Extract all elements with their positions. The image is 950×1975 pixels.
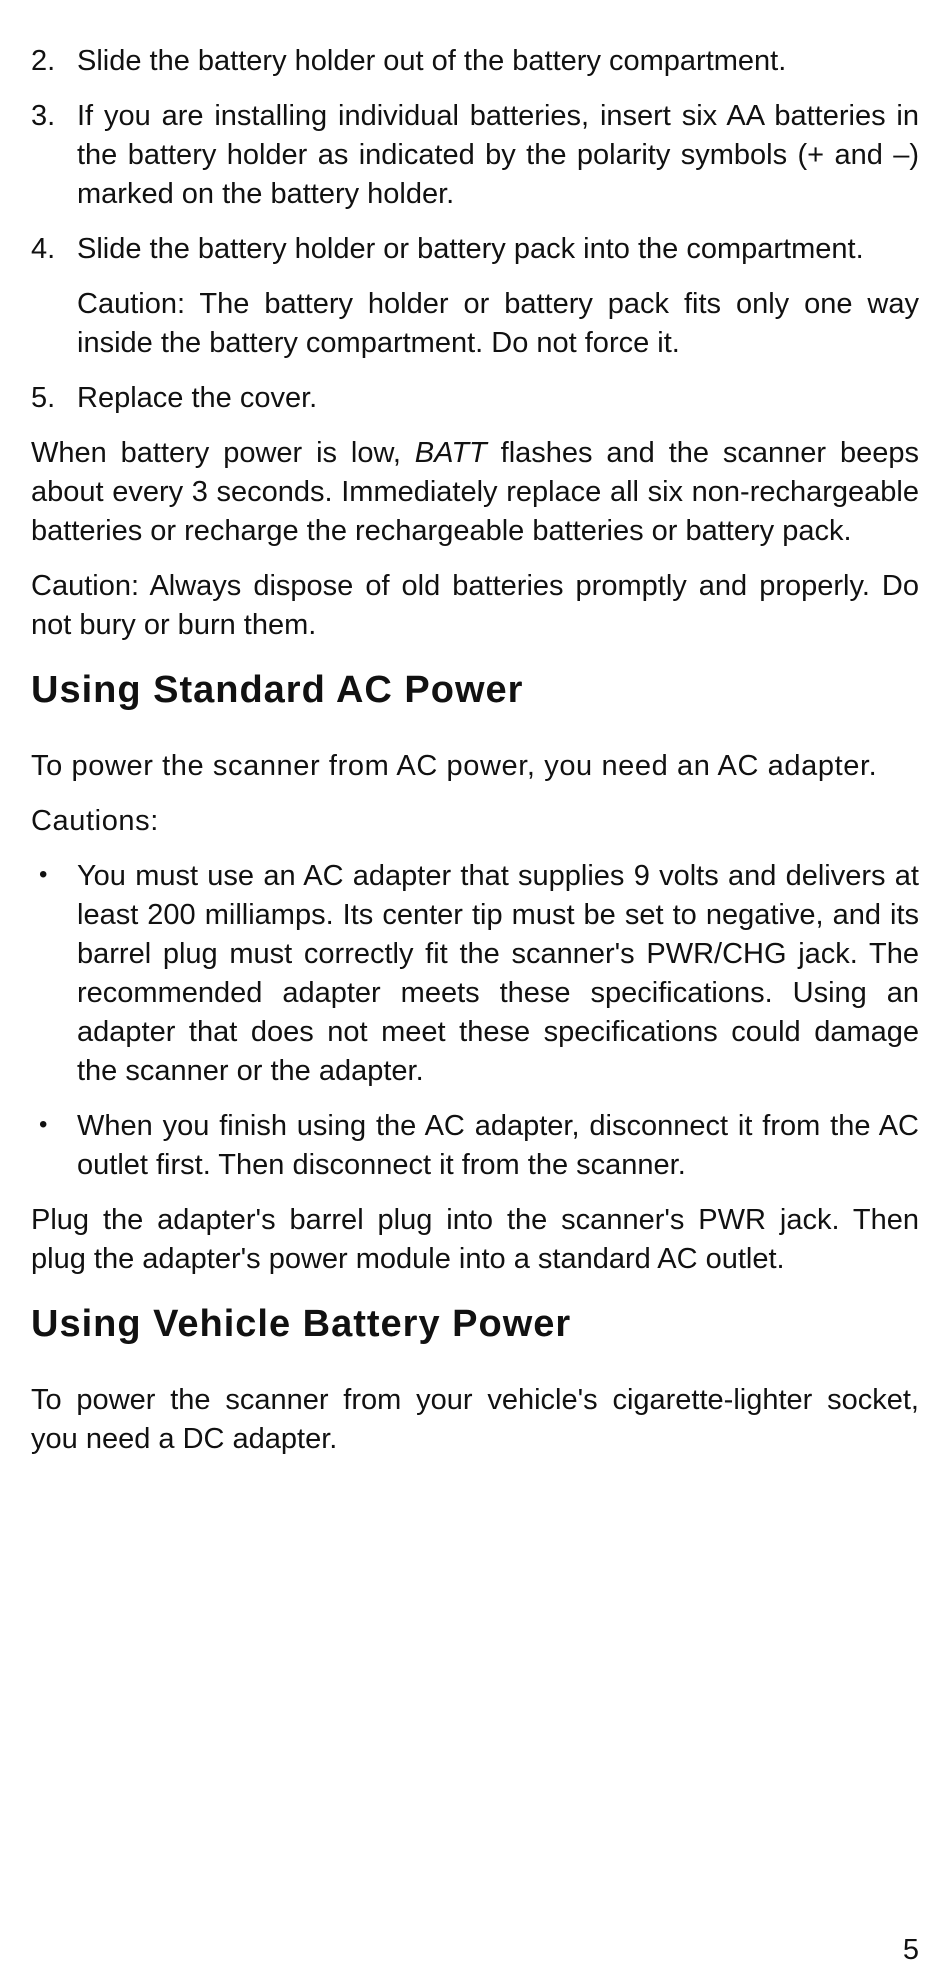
batt-indicator-text: BATT bbox=[414, 437, 487, 469]
cautions-label: Cautions: bbox=[31, 805, 159, 837]
step-number: 4. bbox=[31, 233, 56, 265]
step-3 bbox=[31, 97, 919, 214]
step-text: If you are installing individual batteries, insert six AA batteries in the battery holder as indicated by the polarity symbols (+ and –) marked on the battery holder. bbox=[77, 100, 919, 210]
low-battery-text-before: When battery power is low, bbox=[31, 437, 415, 469]
bullet-text: You must use an AC adapter that supplies 9 volts and delivers at least 200 milliamps. Its center tip must be set to negative, and its barrel plug must correctly fit the scanner's PWR/CHG jack. The recommended adapter meets these specifications. Using an adapter that does not meet these specifications could damage the scanner or the adapter. bbox=[77, 860, 919, 1087]
step-number: 5. bbox=[31, 382, 56, 414]
low-battery-text-after: flashes and the scanner beeps about every 3 seconds. Immediately replace all six non-rechargeable batteries or recharge the rechargeable batteries or battery pack. bbox=[31, 437, 919, 547]
plug-instructions: Plug the adapter's barrel plug into the scanner's PWR jack. Then plug the adapter's power module into a standard AC outlet. bbox=[31, 1204, 919, 1275]
step-2 bbox=[31, 42, 919, 81]
bullet-text: When you finish using the AC adapter, disconnect it from the AC outlet first. Then disconnect it from the scanner. bbox=[77, 1110, 919, 1181]
manual-page-content bbox=[31, 42, 919, 1475]
step-text: Replace the cover. bbox=[77, 382, 318, 414]
bullet-icon: • bbox=[39, 861, 48, 888]
step-text: Slide the battery holder or battery pack into the compartment. bbox=[77, 233, 864, 265]
vehicle-intro: To power the scanner from your vehicle's cigarette-lighter socket, you need a DC adapter. bbox=[31, 1384, 919, 1455]
section-heading-ac-power: Using Standard AC Power bbox=[31, 669, 524, 711]
step-4-caution: Caution: The battery holder or battery pack fits only one way inside the battery compartment. Do not force it. bbox=[77, 288, 919, 359]
step-text: Slide the battery holder out of the battery compartment. bbox=[77, 45, 787, 77]
step-4 bbox=[31, 230, 919, 269]
page-number: 5 bbox=[902, 1934, 919, 1966]
section-heading-vehicle-power: Using Vehicle Battery Power bbox=[31, 1303, 572, 1345]
ac-intro: To power the scanner from AC power, you need an AC adapter. bbox=[31, 750, 878, 782]
caution-bullet-1 bbox=[31, 857, 919, 1091]
caution-bullet-2 bbox=[31, 1107, 919, 1185]
low-battery-paragraph bbox=[31, 434, 919, 551]
bullet-icon: • bbox=[39, 1111, 48, 1138]
step-5 bbox=[31, 379, 919, 418]
step-number: 2. bbox=[31, 45, 56, 77]
step-number: 3. bbox=[31, 100, 56, 132]
dispose-caution: Caution: Always dispose of old batteries promptly and properly. Do not bury or burn them. bbox=[31, 570, 919, 641]
